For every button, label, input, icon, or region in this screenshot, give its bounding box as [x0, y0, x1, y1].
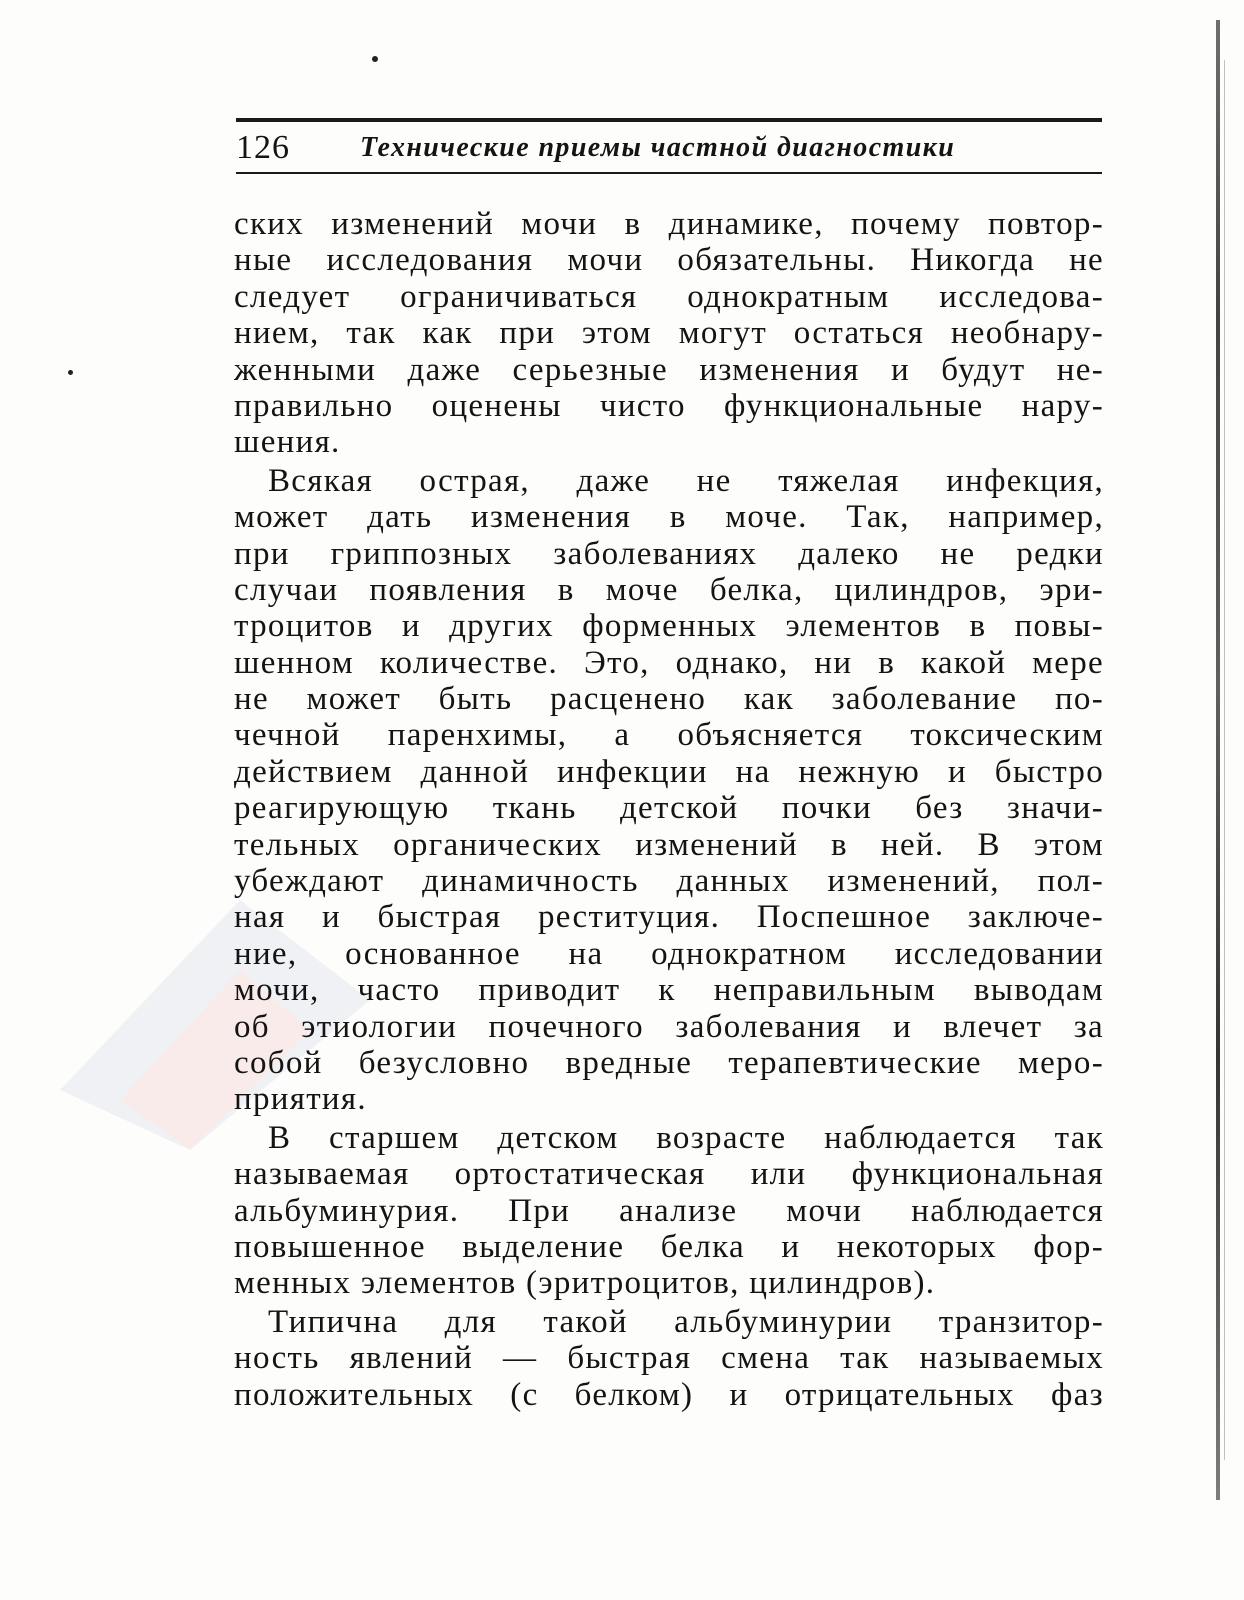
text-line: менных элементов (эритроцитов, цилиндров). [234, 1265, 936, 1302]
scan-edge-thin [1224, 60, 1225, 1460]
paragraph [234, 206, 1104, 461]
text-line: чечной паренхимы, а объясняется токсическим [234, 717, 1104, 754]
text-line: правильно оценены чисто функциональные нару- [234, 387, 1104, 424]
text-line: нием, так как при этом могут остаться необнару- [234, 315, 1104, 352]
text-line: реагирующую ткань детской почки без значи- [234, 790, 1104, 827]
text-line: ние, основанное на однократном исследовании [234, 935, 1104, 972]
text-line: шения. [234, 424, 341, 461]
page-number: 126 [236, 129, 290, 166]
text-line: положительных (с белком) и отрицательных фаз [234, 1376, 1104, 1413]
scan-speck [68, 370, 73, 375]
text-line: тельных органических изменений в ней. В этом [234, 826, 1104, 863]
text-line: случаи появления в моче белка, цилиндров, эри- [234, 571, 1104, 608]
text-line: называемая ортостатическая или функциональная [234, 1156, 1104, 1193]
text-line: ная и быстрая реституция. Поспешное заключе- [234, 899, 1104, 936]
paragraph [234, 1304, 1104, 1413]
text-line: В старшем детском возрасте наблюдается так [268, 1119, 1104, 1156]
text-line: собой безусловно вредные терапевтические меро- [234, 1044, 1104, 1081]
text-line: Всякая острая, даже не тяжелая инфекция, [268, 462, 1104, 499]
text-line: шенном количестве. Это, однако, ни в какой мере [234, 644, 1104, 681]
text-line: ских изменений мочи в динамике, почему повтор- [234, 206, 1104, 242]
scan-edge [1216, 20, 1220, 1500]
text-line: следует ограничиваться однократным исследова- [234, 278, 1104, 315]
paragraph [234, 1120, 1104, 1302]
text-line: женными даже серьезные изменения и будут не- [234, 351, 1104, 388]
text-line: приятия. [234, 1081, 367, 1118]
scan-speck [372, 56, 378, 62]
text-line: об этиологии почечного заболевания и влечет за [234, 1008, 1104, 1045]
body-text [234, 206, 1104, 1413]
running-title: Технические приемы частной диагностики [360, 132, 956, 163]
text-line: при гриппозных заболеваниях далеко не редки [234, 535, 1104, 572]
text-line: действием данной инфекции на нежную и быстро [234, 753, 1104, 790]
header-rule-bottom [236, 172, 1102, 174]
text-line: Типична для такой альбуминурии транзитор- [268, 1303, 1104, 1340]
text-line: может дать изменения в моче. Так, например, [234, 499, 1104, 536]
text-line: ность явлений — быстрая смена так называемых [234, 1340, 1104, 1377]
text-line: не может быть расценено как заболевание по- [234, 681, 1104, 718]
text-line: альбуминурия. При анализе мочи наблюдается [234, 1192, 1104, 1229]
text-line: троцитов и других форменных элементов в повы- [234, 608, 1104, 645]
text-line: убеждают динамичность данных изменений, пол- [234, 863, 1104, 900]
paragraph [234, 463, 1104, 1118]
text-line: ные исследования мочи обязательны. Никогда не [234, 242, 1104, 279]
text-line: повышенное выделение белка и некоторых фор- [234, 1228, 1104, 1265]
page-header [236, 118, 1102, 174]
header-rule-top [236, 118, 1102, 122]
text-line: мочи, часто приводит к неправильным выводам [234, 972, 1104, 1009]
